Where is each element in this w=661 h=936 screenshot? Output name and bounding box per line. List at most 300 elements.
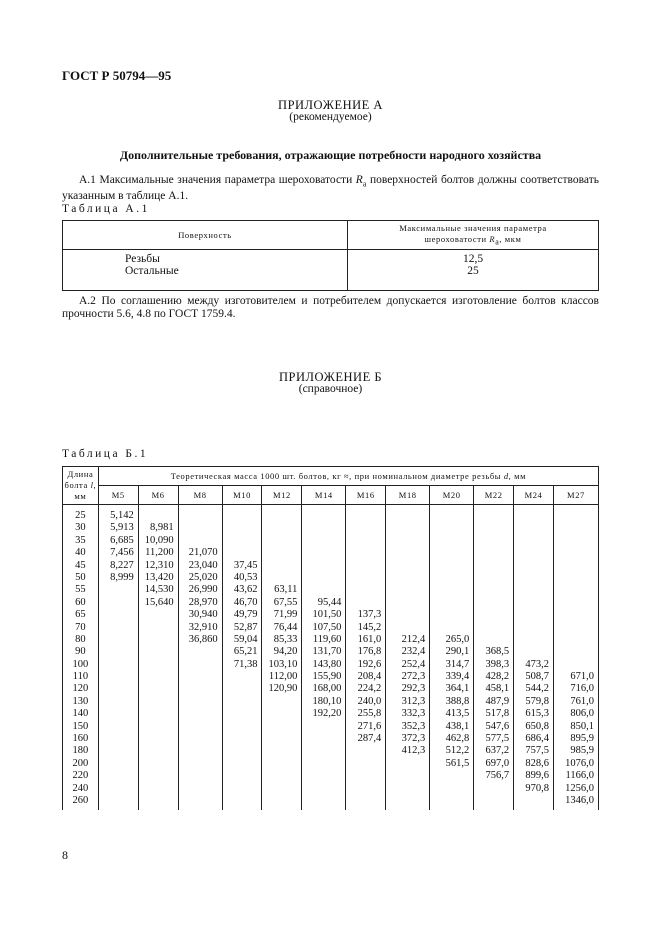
mass-value bbox=[346, 795, 381, 807]
mass-value: 8,999 bbox=[110, 571, 134, 583]
mass-value: 806,0 bbox=[570, 708, 594, 720]
mass-value: 314,7 bbox=[445, 658, 470, 670]
mass-value: 131,70 bbox=[312, 646, 342, 658]
mass-value: 7,456 bbox=[110, 547, 134, 559]
mass-value bbox=[139, 659, 174, 671]
mass-value bbox=[302, 783, 341, 795]
table-a1-header-surface: Поверхность bbox=[63, 221, 348, 250]
mass-value bbox=[262, 795, 297, 807]
table-a1-header-subscript: a bbox=[495, 237, 500, 247]
mass-value bbox=[386, 547, 425, 559]
diameter-header: М24 bbox=[514, 486, 554, 505]
mass-value: 161,0 bbox=[357, 633, 382, 645]
mass-value bbox=[223, 770, 258, 782]
mass-value: 240,0 bbox=[357, 695, 382, 707]
mass-value: 94,20 bbox=[273, 646, 298, 658]
mass-value: 637,2 bbox=[485, 745, 510, 757]
mass-value bbox=[223, 535, 258, 547]
mass-value: 985,9 bbox=[570, 745, 594, 757]
mass-value bbox=[223, 683, 258, 695]
mass-value: 71,99 bbox=[273, 609, 298, 621]
mass-value: 312,3 bbox=[401, 695, 426, 707]
mass-value: 761,0 bbox=[570, 695, 594, 707]
table-a1-header-roughness bbox=[348, 221, 599, 250]
mass-value: 143,80 bbox=[312, 658, 342, 670]
mass-value: 290,1 bbox=[445, 646, 470, 658]
mass-value bbox=[430, 572, 469, 584]
mass-value: 119,60 bbox=[312, 633, 342, 645]
mass-value: 287,4 bbox=[357, 733, 382, 745]
mass-value: 76,44 bbox=[273, 621, 298, 633]
mass-header-symbol: d bbox=[503, 471, 509, 481]
mass-value bbox=[302, 560, 341, 572]
mass-value: 413,5 bbox=[445, 708, 470, 720]
mass-value: 212,4 bbox=[401, 633, 426, 645]
mass-value: 292,3 bbox=[401, 683, 426, 695]
mass-value: 487,9 bbox=[485, 695, 510, 707]
mass-value bbox=[554, 535, 594, 547]
mass-value: 517,8 bbox=[485, 708, 510, 720]
mass-value bbox=[139, 683, 174, 695]
mass-value bbox=[386, 622, 425, 634]
mass-value bbox=[262, 535, 297, 547]
length-value: 35 bbox=[75, 534, 86, 546]
mass-value: 8,981 bbox=[149, 522, 174, 534]
diameter-header: М6 bbox=[138, 486, 178, 505]
mass-value: 180,10 bbox=[312, 695, 342, 707]
mass-value bbox=[554, 659, 594, 671]
table-a1-value-1: 25 bbox=[467, 264, 479, 277]
mass-value bbox=[302, 758, 341, 770]
diameter-header: М8 bbox=[178, 486, 222, 505]
mass-value bbox=[430, 622, 469, 634]
mass-value: 577,5 bbox=[485, 733, 510, 745]
mass-value: 5,142 bbox=[110, 510, 134, 521]
diameter-header: М14 bbox=[302, 486, 346, 505]
mass-value bbox=[262, 560, 297, 572]
mass-value bbox=[262, 510, 297, 522]
mass-value bbox=[262, 696, 297, 708]
length-value: 30 bbox=[75, 522, 86, 534]
table-a1-values bbox=[348, 250, 599, 291]
diameter-header: М20 bbox=[430, 486, 474, 505]
mass-value: 14,530 bbox=[144, 584, 174, 596]
mass-value: 547,6 bbox=[485, 720, 510, 732]
mass-column bbox=[262, 505, 302, 811]
mass-value bbox=[139, 696, 174, 708]
mass-value: 232,4 bbox=[401, 646, 426, 658]
mass-value bbox=[262, 770, 297, 782]
mass-value bbox=[302, 721, 341, 733]
mass-value: 25,020 bbox=[188, 571, 218, 583]
mass-value: 21,070 bbox=[188, 547, 218, 559]
mass-value bbox=[223, 721, 258, 733]
mass-value bbox=[346, 510, 381, 522]
mass-column bbox=[178, 505, 222, 811]
mass-value: 11,200 bbox=[145, 547, 174, 559]
mass-value bbox=[139, 721, 174, 733]
mass-value bbox=[262, 708, 297, 720]
diameter-header: М22 bbox=[474, 486, 514, 505]
paragraph-a1-text-end: поверхностей болтов должны соответствовать указанным в таблице А.1. bbox=[62, 174, 599, 203]
mass-value bbox=[474, 510, 509, 522]
mass-value bbox=[179, 758, 218, 770]
mass-value bbox=[223, 547, 258, 559]
mass-value bbox=[302, 770, 341, 782]
mass-value: 544,2 bbox=[525, 683, 549, 695]
mass-value bbox=[99, 634, 134, 646]
length-value: 110 bbox=[72, 671, 89, 683]
table-b1 bbox=[62, 466, 599, 810]
mass-value bbox=[386, 560, 425, 572]
mass-value bbox=[139, 770, 174, 782]
mass-value bbox=[430, 510, 469, 522]
mass-value bbox=[554, 560, 594, 572]
paragraph-a1 bbox=[62, 174, 599, 203]
mass-value bbox=[179, 770, 218, 782]
mass-value bbox=[514, 584, 549, 596]
mass-value bbox=[430, 783, 469, 795]
mass-value bbox=[514, 547, 549, 559]
table-a1-header-unit: , мкм bbox=[499, 233, 522, 244]
length-header-line2: болта bbox=[64, 480, 91, 490]
mass-value: 615,3 bbox=[525, 708, 549, 720]
mass-value: 899,6 bbox=[525, 770, 549, 782]
mass-value: 28,970 bbox=[188, 596, 218, 608]
mass-value bbox=[179, 795, 218, 807]
mass-value bbox=[139, 708, 174, 720]
mass-value: 101,50 bbox=[312, 609, 342, 621]
roughness-subscript: a bbox=[362, 179, 367, 189]
mass-value: 67,55 bbox=[273, 596, 298, 608]
table-b1-length-header bbox=[63, 467, 99, 505]
mass-value bbox=[302, 547, 341, 559]
table-a1-surfaces bbox=[63, 250, 348, 291]
table-a1-header-row bbox=[63, 221, 599, 250]
table-b1-header-row bbox=[63, 467, 599, 486]
mass-column bbox=[553, 505, 598, 811]
length-value: 200 bbox=[72, 757, 89, 769]
mass-value bbox=[223, 795, 258, 807]
mass-value: 52,87 bbox=[233, 621, 258, 633]
mass-value: 1076,0 bbox=[565, 757, 594, 769]
mass-value bbox=[430, 535, 469, 547]
mass-value bbox=[262, 783, 297, 795]
mass-value bbox=[386, 535, 425, 547]
mass-value bbox=[223, 745, 258, 757]
mass-value: 13,420 bbox=[144, 571, 174, 583]
mass-value bbox=[514, 572, 549, 584]
mass-value bbox=[99, 646, 134, 658]
mass-value bbox=[139, 795, 174, 807]
mass-value bbox=[474, 522, 509, 534]
mass-value bbox=[346, 535, 381, 547]
mass-value bbox=[99, 609, 134, 621]
mass-value bbox=[386, 572, 425, 584]
length-value: 120 bbox=[72, 683, 89, 695]
table-a1-surface-1: Остальные bbox=[125, 264, 179, 277]
mass-value: 95,44 bbox=[317, 596, 342, 608]
mass-value: 1166,0 bbox=[565, 770, 594, 782]
mass-value bbox=[554, 547, 594, 559]
mass-value bbox=[223, 522, 258, 534]
mass-value bbox=[554, 622, 594, 634]
mass-value bbox=[346, 758, 381, 770]
mass-value bbox=[262, 745, 297, 757]
length-value: 25 bbox=[75, 510, 86, 521]
table-a1-body-row bbox=[63, 250, 599, 291]
mass-value bbox=[99, 597, 134, 609]
length-value: 220 bbox=[72, 770, 89, 782]
length-header-symbol: l bbox=[90, 480, 94, 490]
mass-value bbox=[474, 584, 509, 596]
mass-value bbox=[179, 783, 218, 795]
mass-value: 364,1 bbox=[445, 683, 470, 695]
mass-value bbox=[474, 597, 509, 609]
mass-column bbox=[386, 505, 430, 811]
diameter-header: М16 bbox=[346, 486, 386, 505]
mass-value bbox=[223, 708, 258, 720]
mass-value bbox=[514, 510, 549, 522]
mass-value bbox=[262, 572, 297, 584]
mass-value bbox=[99, 758, 134, 770]
mass-value: 40,53 bbox=[233, 571, 258, 583]
mass-value: 252,4 bbox=[401, 658, 426, 670]
mass-value: 412,3 bbox=[401, 745, 426, 757]
mass-value bbox=[139, 622, 174, 634]
length-value: 65 bbox=[75, 609, 86, 621]
mass-value: 458,1 bbox=[485, 683, 510, 695]
appendix-b-title: ПРИЛОЖЕНИЕ Б bbox=[278, 370, 383, 384]
mass-value: 512,2 bbox=[445, 745, 470, 757]
mass-value: 686,4 bbox=[525, 733, 549, 745]
mass-value: 145,2 bbox=[357, 621, 382, 633]
length-value: 140 bbox=[72, 708, 89, 720]
mass-value: 579,8 bbox=[525, 695, 549, 707]
appendix-a-status: (рекомендуемое) bbox=[289, 111, 372, 123]
mass-value bbox=[179, 659, 218, 671]
mass-value: 46,70 bbox=[233, 596, 258, 608]
mass-value bbox=[514, 560, 549, 572]
mass-value: 462,8 bbox=[445, 733, 470, 745]
mass-value bbox=[474, 634, 509, 646]
mass-column bbox=[138, 505, 178, 811]
mass-value: 103,10 bbox=[268, 658, 298, 670]
mass-value bbox=[139, 733, 174, 745]
mass-value: 473,2 bbox=[525, 658, 549, 670]
mass-value bbox=[223, 758, 258, 770]
mass-value: 224,2 bbox=[357, 683, 382, 695]
mass-column bbox=[302, 505, 346, 811]
mass-value bbox=[386, 510, 425, 522]
mass-value bbox=[223, 671, 258, 683]
mass-value: 265,0 bbox=[445, 633, 470, 645]
mass-value bbox=[223, 783, 258, 795]
mass-value: 271,6 bbox=[357, 720, 382, 732]
mass-value bbox=[262, 758, 297, 770]
mass-value: 192,6 bbox=[357, 658, 382, 670]
mass-value bbox=[514, 522, 549, 534]
mass-header-unit: , мм bbox=[508, 471, 527, 481]
mass-value bbox=[554, 609, 594, 621]
mass-value bbox=[302, 745, 341, 757]
mass-value bbox=[554, 634, 594, 646]
mass-value bbox=[430, 560, 469, 572]
length-header-comma: , bbox=[93, 480, 97, 490]
mass-value bbox=[554, 584, 594, 596]
mass-column bbox=[430, 505, 474, 811]
mass-value: 368,5 bbox=[485, 646, 510, 658]
mass-value: 112,00 bbox=[268, 671, 298, 683]
length-value: 180 bbox=[72, 745, 89, 757]
mass-value: 155,90 bbox=[312, 671, 342, 683]
table-b1-length-column bbox=[63, 505, 99, 811]
mass-value bbox=[514, 609, 549, 621]
mass-value bbox=[139, 510, 174, 522]
mass-value: 508,7 bbox=[525, 671, 549, 683]
mass-value: 255,8 bbox=[357, 708, 382, 720]
length-header-unit: мм bbox=[74, 491, 87, 501]
mass-value: 388,8 bbox=[445, 695, 470, 707]
mass-value: 438,1 bbox=[445, 720, 470, 732]
mass-value: 30,940 bbox=[188, 609, 218, 621]
mass-value bbox=[386, 584, 425, 596]
mass-value: 1256,0 bbox=[565, 782, 594, 794]
mass-value: 372,3 bbox=[401, 733, 426, 745]
mass-value bbox=[430, 609, 469, 621]
mass-column bbox=[514, 505, 554, 811]
mass-value: 756,7 bbox=[485, 770, 510, 782]
mass-value bbox=[430, 597, 469, 609]
mass-value bbox=[179, 733, 218, 745]
mass-value bbox=[139, 671, 174, 683]
mass-value: 43,62 bbox=[233, 584, 258, 596]
length-header-line1: Длина bbox=[67, 469, 94, 479]
mass-value bbox=[474, 535, 509, 547]
mass-value bbox=[302, 584, 341, 596]
mass-value: 671,0 bbox=[570, 671, 594, 683]
mass-value: 71,38 bbox=[233, 658, 258, 670]
mass-value bbox=[179, 535, 218, 547]
mass-value bbox=[99, 745, 134, 757]
appendix-b-status: (справочное) bbox=[298, 383, 363, 395]
mass-value: 10,090 bbox=[144, 534, 174, 546]
mass-value bbox=[346, 584, 381, 596]
length-value: 260 bbox=[72, 794, 89, 806]
mass-value bbox=[514, 795, 549, 807]
mass-value: 428,2 bbox=[485, 671, 510, 683]
mass-value: 208,4 bbox=[357, 671, 382, 683]
mass-value bbox=[99, 696, 134, 708]
mass-value bbox=[430, 547, 469, 559]
mass-value bbox=[302, 510, 341, 522]
mass-value bbox=[386, 795, 425, 807]
page-number: 8 bbox=[62, 848, 68, 862]
mass-value: 828,6 bbox=[525, 757, 549, 769]
mass-value: 650,8 bbox=[525, 720, 549, 732]
table-b1-caption: Таблица Б.1 bbox=[62, 448, 149, 460]
mass-value bbox=[262, 547, 297, 559]
mass-value bbox=[179, 696, 218, 708]
mass-value: 352,3 bbox=[401, 720, 426, 732]
mass-value bbox=[179, 510, 218, 522]
length-value: 55 bbox=[75, 584, 86, 596]
mass-value bbox=[514, 646, 549, 658]
mass-value bbox=[554, 572, 594, 584]
roughness-symbol: R bbox=[355, 174, 363, 186]
mass-value bbox=[346, 783, 381, 795]
table-a1-header-line1: Максимальные значения параметра bbox=[399, 222, 547, 233]
mass-value: 192,20 bbox=[312, 708, 342, 720]
paragraph-a2-text: А.2 По соглашению между изготовителем и потребителем допускается изготовление болтов классов прочности 5.6, 4.8 по ГОСТ 1759.4. bbox=[62, 295, 599, 320]
mass-value bbox=[474, 783, 509, 795]
mass-value bbox=[474, 795, 509, 807]
mass-value: 26,990 bbox=[188, 584, 218, 596]
mass-value: 176,8 bbox=[357, 646, 382, 658]
length-value: 50 bbox=[75, 571, 86, 583]
mass-column bbox=[98, 505, 138, 811]
mass-value bbox=[386, 609, 425, 621]
diameter-header: М18 bbox=[386, 486, 430, 505]
mass-value bbox=[386, 522, 425, 534]
mass-value bbox=[430, 795, 469, 807]
table-a1-surface-0: Резьбы bbox=[125, 253, 160, 265]
mass-value: 168,00 bbox=[312, 683, 342, 695]
mass-value bbox=[474, 609, 509, 621]
mass-value bbox=[99, 795, 134, 807]
length-value: 60 bbox=[75, 596, 86, 608]
mass-value bbox=[139, 634, 174, 646]
mass-value: 6,685 bbox=[110, 534, 134, 546]
length-value: 130 bbox=[72, 695, 89, 707]
mass-value: 120,90 bbox=[268, 683, 298, 695]
mass-value: 107,50 bbox=[312, 621, 342, 633]
mass-value bbox=[302, 795, 341, 807]
mass-column bbox=[222, 505, 262, 811]
length-value: 100 bbox=[72, 658, 89, 670]
mass-value: 339,4 bbox=[445, 671, 470, 683]
diameter-header: М10 bbox=[222, 486, 262, 505]
mass-value: 850,1 bbox=[570, 720, 594, 732]
table-a1-caption: Таблица А.1 bbox=[62, 203, 150, 215]
mass-value bbox=[474, 572, 509, 584]
mass-value: 32,910 bbox=[188, 621, 218, 633]
mass-value: 37,45 bbox=[233, 559, 258, 571]
mass-value bbox=[179, 721, 218, 733]
mass-value bbox=[430, 770, 469, 782]
mass-value: 8,227 bbox=[110, 559, 134, 571]
mass-value: 398,3 bbox=[485, 658, 510, 670]
length-value: 45 bbox=[75, 559, 86, 571]
mass-value bbox=[223, 733, 258, 745]
mass-value bbox=[179, 745, 218, 757]
mass-value bbox=[386, 783, 425, 795]
mass-value bbox=[262, 733, 297, 745]
mass-value bbox=[302, 572, 341, 584]
mass-value bbox=[554, 646, 594, 658]
mass-value: 23,040 bbox=[188, 559, 218, 571]
mass-value: 49,79 bbox=[233, 609, 258, 621]
mass-value bbox=[346, 572, 381, 584]
mass-value: 15,640 bbox=[144, 596, 174, 608]
length-value: 160 bbox=[72, 733, 89, 745]
mass-value bbox=[514, 634, 549, 646]
mass-value bbox=[99, 584, 134, 596]
mass-value: 757,5 bbox=[525, 745, 549, 757]
mass-value bbox=[386, 597, 425, 609]
mass-value bbox=[302, 522, 341, 534]
mass-value bbox=[262, 721, 297, 733]
